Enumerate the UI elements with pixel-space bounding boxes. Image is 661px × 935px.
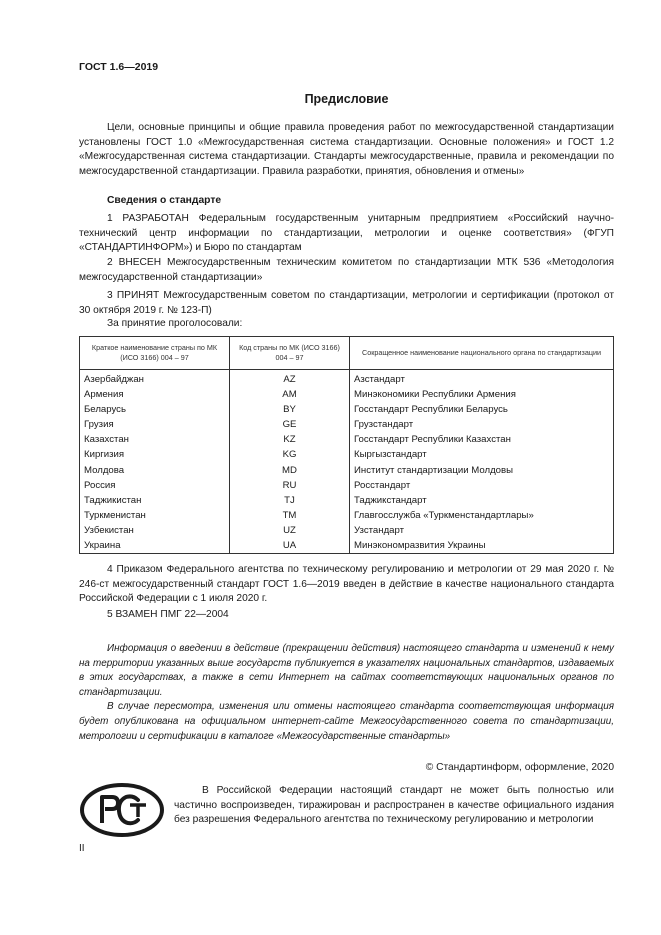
- document-code: ГОСТ 1.6—2019: [79, 61, 159, 73]
- standards-body: Главгосслужба «Туркменстандартлары»: [350, 508, 614, 523]
- country-name: Киргизия: [80, 447, 230, 462]
- table-row: [80, 523, 614, 538]
- intro-text: Цели, основные принципы и общие правила проведения работ по межгосударственной стандартизации установлены ГОСТ 1.0 «Межгосударственная система стандартизации. Основные положения» и ГОСТ 1.2 «Межгосударственная система стандартизации. Стандарты межгосударственные, правила и рекомендации по межгосударственной стандартизации. Правила разработки, принятия, обновления и отмены»: [79, 122, 614, 177]
- section-heading: Сведения о стандарте: [107, 195, 222, 206]
- standards-body: Госстандарт Республики Беларусь: [350, 402, 614, 417]
- table-header-row: [80, 337, 614, 370]
- table-row: [80, 417, 614, 432]
- table-row: [80, 478, 614, 493]
- page-number: II: [79, 843, 85, 854]
- item-introduced: [79, 256, 614, 285]
- item-replaces: [79, 608, 614, 623]
- table-row: [80, 493, 614, 508]
- standards-body: Минэкономики Республики Армения: [350, 387, 614, 402]
- country-code: UZ: [230, 523, 350, 538]
- table-row: [80, 538, 614, 554]
- country-code: TJ: [230, 493, 350, 508]
- copyright-line: © Стандартинформ, оформление, 2020: [425, 762, 614, 773]
- voting-countries-table: [79, 336, 614, 554]
- country-code: MD: [230, 463, 350, 478]
- item-text: 5 ВЗАМЕН ПМГ 22—2004: [107, 609, 229, 620]
- country-name: Беларусь: [80, 402, 230, 417]
- header-country-code: Код страны по МК (ИСО 3166) 004 – 97: [230, 337, 350, 370]
- country-name: Туркменистан: [80, 508, 230, 523]
- country-name: Россия: [80, 478, 230, 493]
- country-code: RU: [230, 478, 350, 493]
- notice-text: В Российской Федерации настоящий стандарт не может быть полностью или частично воспроизведен, тиражирован и распространен в качестве официального издания без разрешения Федерального агентства по техническому регулированию и метрологии: [174, 785, 614, 826]
- country-name: Украина: [80, 538, 230, 554]
- country-name: Таджикистан: [80, 493, 230, 508]
- country-code: AM: [230, 387, 350, 402]
- standards-body: Институт стандартизации Молдовы: [350, 463, 614, 478]
- standards-body: Госстандарт Республики Казахстан: [350, 432, 614, 447]
- header-country-name: Краткое наименование страны по МК (ИСО 3166) 004 – 97: [80, 337, 230, 370]
- item-text: 2 ВНЕСЕН Межгосударственным техническим комитетом по стандартизации МТК 536 «Методология межгосударственной стандартизации»: [79, 257, 614, 283]
- country-name: Узбекистан: [80, 523, 230, 538]
- table-row: [80, 463, 614, 478]
- item-text: 4 Приказом Федерального агентства по техническому регулированию и метрологии от 29 мая 2020 г. № 246-ст межгосударственный стандарт ГОСТ 1.6—2019 введен в действие в качестве национального стандарта Российской Федерации с 1 июля 2020 г.: [79, 564, 614, 605]
- voted-label: За принятие проголосовали:: [107, 318, 243, 329]
- country-code: GE: [230, 417, 350, 432]
- table-row: [80, 370, 614, 388]
- country-code: BY: [230, 402, 350, 417]
- standards-body: Минэкономразвития Украины: [350, 538, 614, 554]
- country-name: Армения: [80, 387, 230, 402]
- standards-body: Таджикстандарт: [350, 493, 614, 508]
- table-row: [80, 387, 614, 402]
- standards-body: Узстандарт: [350, 523, 614, 538]
- standards-body: Азстандарт: [350, 370, 614, 388]
- copyright-notice: [174, 784, 614, 828]
- standards-body: Грузстандарт: [350, 417, 614, 432]
- rst-certification-mark-icon: [80, 783, 164, 837]
- country-code: UA: [230, 538, 350, 554]
- standards-body: Кыргызстандарт: [350, 447, 614, 462]
- table-row: [80, 402, 614, 417]
- item-text: 3 ПРИНЯТ Межгосударственным советом по стандартизации, метрологии и сертификации (протокол от 30 октября 2019 г. № 123-П): [79, 290, 614, 316]
- publication-info-notes: [79, 642, 614, 744]
- country-name: Азербайджан: [80, 370, 230, 388]
- intro-paragraph: [79, 121, 614, 179]
- country-code: KZ: [230, 432, 350, 447]
- info-note: Информация о введении в действие (прекращении действия) настоящего стандарта и изменений к нему на территории указанных выше государств публикуется в указателях национальных стандартов, издаваемых в этих государствах, а также в сети Интернет на сайтах соответствующих национальных органов по стандартизации.: [79, 643, 614, 698]
- country-code: KG: [230, 447, 350, 462]
- country-code: AZ: [230, 370, 350, 388]
- item-text: 1 РАЗРАБОТАН Федеральным государственным унитарным предприятием «Российский научно-технический центр информации по стандартизации, метрологии и оценке соответствия» (ФГУП «СТАНДАРТИНФОРМ») и Бюро по стандартам: [79, 213, 614, 254]
- header-standards-body: Сокращенное наименование национального органа по стандартизации: [350, 337, 614, 370]
- country-name: Грузия: [80, 417, 230, 432]
- page-title: Предисловие: [304, 92, 389, 106]
- item-developed: [79, 212, 614, 256]
- table-row: [80, 432, 614, 447]
- item-adopted: [79, 289, 614, 318]
- info-note: В случае пересмотра, изменения или отмены настоящего стандарта соответствующая информация будет опубликована на официальном интернет-сайте Межгосударственного совета по стандартизации, метрологии и сертификации в каталоге «Межгосударственные стандарты»: [79, 701, 614, 742]
- country-name: Казахстан: [80, 432, 230, 447]
- table-row: [80, 447, 614, 462]
- standards-body: Росстандарт: [350, 478, 614, 493]
- country-name: Молдова: [80, 463, 230, 478]
- item-enacted: [79, 563, 614, 607]
- country-code: TM: [230, 508, 350, 523]
- table-row: [80, 508, 614, 523]
